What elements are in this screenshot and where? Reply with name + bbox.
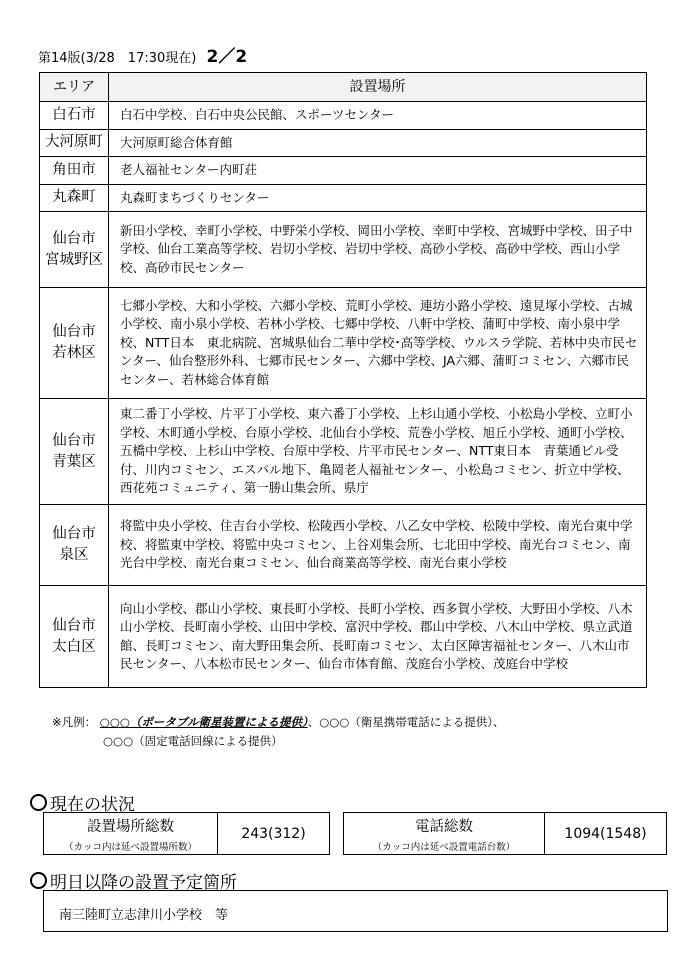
phone-count-label: 電話総数 bbox=[415, 818, 473, 835]
area-ward: 泉区 bbox=[59, 547, 89, 563]
circle-bullet-icon bbox=[30, 872, 47, 889]
installation-table bbox=[39, 72, 647, 688]
area-cell: 丸森町 bbox=[40, 184, 109, 212]
status-title: 現在の状況 bbox=[50, 795, 135, 815]
area-ward: 若林区 bbox=[52, 345, 96, 361]
install-count-note: （カッコ内は延べ設置場所数） bbox=[64, 841, 197, 853]
area-cell bbox=[40, 586, 109, 688]
place-cell: 大河原町総合体育館 bbox=[109, 129, 647, 157]
legend-fixed-line: ○○○（固定電話回線による提供） bbox=[103, 734, 283, 748]
table-row bbox=[40, 157, 647, 185]
circle-bullet-icon bbox=[30, 794, 47, 811]
area-cell bbox=[40, 505, 109, 586]
area-cell bbox=[40, 399, 109, 505]
area-city: 仙台市 bbox=[52, 230, 96, 247]
place-cell: 将監中央小学校、住吉台小学校、松陵西小学校、八乙女中学校、松陵中学校、南光台東中学校、将監東中学校、将監中央コミセン、上谷刈集会所、七北田中学校、南光台コミセン、南光台中学校、南光台東コミセン、仙台商業高等学校、南光台東小学校 bbox=[109, 505, 647, 586]
table-row bbox=[40, 399, 647, 505]
area-cell: 角田市 bbox=[40, 157, 109, 185]
area-ward: 太白区 bbox=[52, 638, 96, 655]
phone-count-box bbox=[343, 812, 667, 855]
page-number: 2／2 bbox=[206, 47, 248, 67]
column-header-area: エリア bbox=[40, 73, 109, 102]
area-city: 仙台市 bbox=[52, 324, 96, 340]
legend-separator: 、 bbox=[307, 715, 320, 729]
area-cell: 白石市 bbox=[40, 102, 109, 130]
table-row bbox=[40, 288, 647, 399]
table-row bbox=[40, 184, 647, 212]
install-count-label: 設置場所総数 bbox=[87, 818, 174, 835]
planned-locations-box bbox=[43, 890, 668, 932]
place-cell: 七郷小学校、大和小学校、六郷小学校、荒町小学校、連坊小路小学校、遠見塚小学校、古城小学校、南小泉小学校、若林小学校、七郷中学校、八軒中学校、蒲町中学校、南小泉中学校、NTT日本 東北病院、宮城県仙台二華中学校･高等学校、ウルスラ学院、若林中央市民センター、仙台整形外科、七郷市民センター、六郷中学校、JA六郷、蒲町コミセン、六郷市民センター、若林総合体育館 bbox=[109, 288, 647, 399]
document-header bbox=[38, 42, 247, 67]
column-header-place: 設置場所 bbox=[109, 73, 647, 102]
area-ward: 宮城野区 bbox=[45, 251, 103, 268]
table-header-row bbox=[40, 73, 647, 102]
place-cell: 白石中学校、白石中央公民館、スポーツセンター bbox=[109, 102, 647, 130]
area-cell: 大河原町 bbox=[40, 129, 109, 157]
legend-line-1 bbox=[52, 713, 505, 732]
place-cell: 老人福祉センター内町荘 bbox=[109, 157, 647, 185]
planned-title: 明日以降の設置予定箇所 bbox=[50, 873, 237, 893]
version-label: 第14版(3/28 17:30現在) bbox=[38, 51, 197, 66]
area-cell bbox=[40, 288, 109, 399]
install-count-box bbox=[43, 812, 330, 855]
legend bbox=[52, 713, 505, 751]
install-count-value: 243(312) bbox=[241, 825, 306, 842]
area-city: 仙台市 bbox=[52, 617, 96, 634]
phone-count-value: 1094(1548) bbox=[564, 825, 647, 842]
place-cell: 東二番丁小学校、片平丁小学校、東六番丁小学校、上杉山通小学校、小松島小学校、立町小学校、木町通小学校、台原小学校、北仙台小学校、荒巻小学校、旭丘小学校、通町小学校、五橋中学校、上杉山中学校、台原中学校、片平市民センター、NTT東日本 青葉通ビル受付、川内コミセン、エスパル地下、亀岡老人福祉センター、小松島コミセン、折立中学校、西花苑コミュニティ、第一勝山集会所、県庁 bbox=[109, 399, 647, 505]
legend-portable-satellite: ○○○（ポータブル衛星装置による提供） bbox=[99, 715, 308, 729]
phone-count-label-box bbox=[344, 813, 545, 854]
table-row bbox=[40, 505, 647, 586]
legend-prefix: ※凡例： bbox=[52, 715, 97, 729]
area-cell bbox=[40, 212, 109, 288]
table-row bbox=[40, 102, 647, 130]
legend-satellite-phone: ○○○（衛星携帯電話による提供）、 bbox=[319, 715, 505, 729]
area-ward: 青葉区 bbox=[52, 453, 96, 470]
phone-count-note: （カッコ内は延べ設置電話台数） bbox=[372, 841, 516, 853]
place-cell: 新田小学校、幸町小学校、中野栄小学校、岡田小学校、幸町中学校、宮城野中学校、田子中学校、仙台工業高等学校、岩切小学校、岩切中学校、高砂小学校、高砂中学校、西山小学校、高砂市民センター bbox=[109, 212, 647, 288]
area-city: 仙台市 bbox=[52, 526, 96, 542]
place-cell: 丸森町まちづくりセンター bbox=[109, 184, 647, 212]
table-row bbox=[40, 212, 647, 288]
table-row bbox=[40, 129, 647, 157]
area-city: 仙台市 bbox=[52, 432, 96, 449]
table-row bbox=[40, 586, 647, 688]
place-cell: 向山小学校、郡山小学校、東長町小学校、長町小学校、西多賀小学校、大野田小学校、八木山小学校、長町南小学校、山田中学校、富沢中学校、郡山中学校、八木山中学校、県立武道館、長町コミセン、南大野田集会所、長町南コミセン、太白区障害福祉センター、八木山市民センター、八本松市民センター、仙台市体育館、茂庭台小学校、茂庭台中学校 bbox=[109, 586, 647, 688]
planned-locations-text: 南三陸町立志津川小学校 等 bbox=[59, 908, 229, 923]
install-count-label-box bbox=[44, 813, 218, 854]
